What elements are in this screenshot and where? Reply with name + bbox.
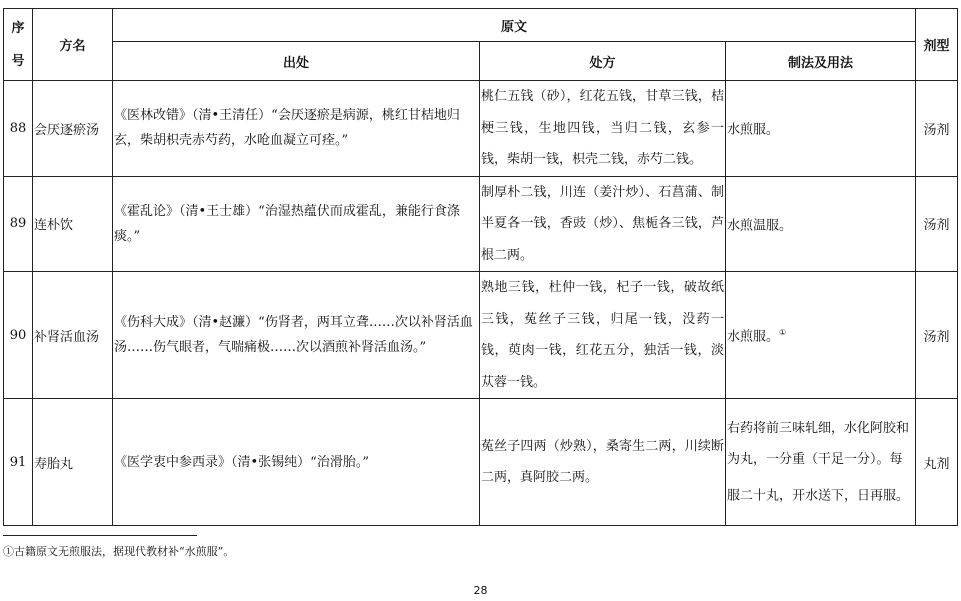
prescription-table — [3, 8, 958, 526]
row-footnote-mark: ① — [779, 328, 787, 338]
row-preparation-text: 水煎服。 — [727, 329, 780, 345]
header-prescription: 处方 — [480, 42, 726, 81]
row-preparation-text: 水煎服。 — [727, 122, 780, 138]
row-preparation-text: 右药将前三味轧细，水化阿胶和为丸，一分重（干足一分）。每服二十丸，开水送下，日再服。 — [727, 420, 910, 503]
table-row — [4, 272, 958, 399]
row-prescription: 熟地三钱，杜仲一钱，杞子一钱，破故纸三钱，菟丝子三钱，归尾一钱，没药一钱，萸肉一钱，红花五分，独活一钱，淡苁蓉一钱。 — [480, 272, 726, 399]
row-source: 《医林改错》（清•王清任）“会厌逐瘀是病源，桃红甘桔地归玄，柴胡枳壳赤芍药，水呛血凝立可痊。” — [113, 81, 480, 177]
footnote-divider — [3, 535, 197, 536]
row-dosage-form: 汤剂 — [916, 272, 958, 399]
header-source: 出处 — [113, 42, 480, 81]
page-number: 28 — [473, 584, 488, 597]
row-preparation-usage — [726, 176, 916, 272]
header-preparation-usage: 制法及用法 — [726, 42, 916, 81]
header-formula-name: 方名 — [33, 9, 113, 81]
table-row — [4, 399, 958, 526]
row-dosage-form: 汤剂 — [916, 81, 958, 177]
row-prescription: 桃仁五钱（砂），红花五钱，甘草三钱，桔梗三钱，生地四钱，当归二钱，玄参一钱，柴胡一钱，枳壳二钱，赤芍二钱。 — [480, 81, 726, 177]
row-source: 《霍乱论》（清•王士雄）“治湿热蕴伏而成霍乱，兼能行食涤痰。” — [113, 176, 480, 272]
row-formula-name: 补肾活血汤 — [33, 272, 113, 399]
table-row — [4, 176, 958, 272]
row-formula-name: 寿胎丸 — [33, 399, 113, 526]
row-source: 《伤科大成》（清•赵濂）“伤肾者，两耳立聋……次以补肾活血汤……伤气眼者，气喘痛极……次以酒煎补肾活血汤。” — [113, 272, 480, 399]
row-formula-name: 连朴饮 — [33, 176, 113, 272]
header-serial-number-text: 序号 — [11, 20, 25, 69]
header-dosage-form: 剂型 — [916, 9, 958, 81]
row-prescription: 制厚朴二钱，川连（姜汁炒）、石菖蒲、制半夏各一钱，香豉（炒）、焦栀各三钱，芦根二两。 — [480, 176, 726, 272]
row-preparation-usage — [726, 81, 916, 177]
row-serial-number: 89 — [4, 176, 33, 272]
footnote: ①古籍原文无煎服法，据现代教材补“水煎服”。 — [3, 545, 235, 558]
row-prescription: 菟丝子四两（炒熟），桑寄生二两，川续断二两，真阿胶二两。 — [480, 399, 726, 526]
row-dosage-form: 汤剂 — [916, 176, 958, 272]
row-preparation-usage — [726, 399, 916, 526]
header-original-text: 原文 — [113, 9, 916, 42]
row-preparation-usage — [726, 272, 916, 399]
row-source: 《医学衷中参西录》（清•张锡纯）“治滑胎。” — [113, 399, 480, 526]
header-serial-number — [4, 9, 33, 81]
row-dosage-form: 丸剂 — [916, 399, 958, 526]
table-row — [4, 81, 958, 177]
row-serial-number: 90 — [4, 272, 33, 399]
row-serial-number: 91 — [4, 399, 33, 526]
row-preparation-text: 水煎温服。 — [727, 218, 793, 234]
row-serial-number: 88 — [4, 81, 33, 177]
row-formula-name: 会厌逐瘀汤 — [33, 81, 113, 177]
